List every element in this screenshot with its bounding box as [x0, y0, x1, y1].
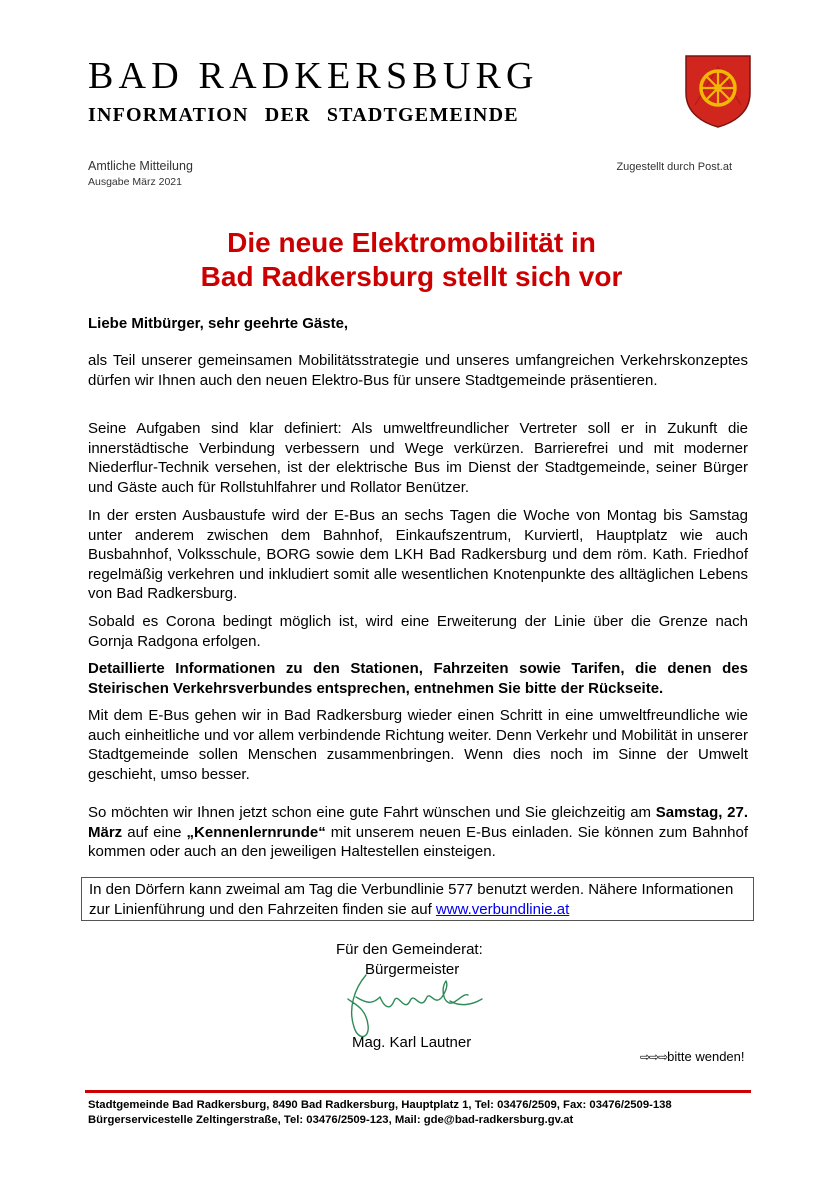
footer-line-1: Stadtgemeinde Bad Radkersburg, 8490 Bad Radkersburg, Hauptplatz 1, Tel: 03476/2509, Fax: 03476/2509-138: [88, 1099, 672, 1111]
paragraph-environment: Mit dem E-Bus gehen wir in Bad Radkersburg wieder einen Schritt in eine umweltfreundliche wie auch einheitliche und vor allem verbindende Richtung weiter. Denn Verkehr und Mobilität in unserer Stadtgemeinde sollen Menschen zusammenbringen. Wenn dies noch im Sinne der Umwelt geschieht, umso besser.: [88, 707, 748, 783]
publication-label: Amtliche Mitteilung: [88, 159, 193, 173]
paragraph-intro: als Teil unserer gemeinsamen Mobilitätsstrategie und unseres umfangreichen Verkehrskonzeptes dürfen wir Ihnen auch den neuen Elektro-Bus für unsere Stadtgemeinde präsentieren.: [88, 352, 748, 389]
regional-bus-notice: [81, 877, 754, 921]
paragraph-invitation: [88, 803, 748, 862]
publication-edition: Ausgabe März 2021: [88, 176, 182, 188]
publication-meta: [88, 158, 193, 189]
invitation-event: „Kennenlernrunde“: [186, 823, 326, 841]
turn-page-hint: [640, 1049, 745, 1064]
paragraph-expansion: Sobald es Corona bedingt möglich ist, wird eine Erweiterung der Linie über die Grenze nach Gornja Radgona erfolgen.: [88, 613, 748, 650]
invitation-text-b: auf eine: [122, 823, 187, 841]
headline: [88, 226, 735, 294]
salutation: Liebe Mitbürger, sehr geehrte Gäste,: [88, 315, 349, 332]
signature-council: Für den Gemeinderat:: [336, 941, 483, 958]
signature-name: Mag. Karl Lautner: [352, 1034, 472, 1051]
turn-page-text: bitte wenden!: [667, 1049, 745, 1064]
town-crest-logo: [683, 53, 753, 129]
masthead-title: BAD RADKERSBURG: [88, 55, 539, 97]
arrow-right-icon: ⇨⇨⇨: [640, 1050, 668, 1064]
footer-divider: [85, 1090, 751, 1093]
headline-line-2: Bad Radkersburg stellt sich vor: [200, 261, 623, 292]
signature-title: Bürgermeister: [365, 961, 460, 978]
invitation-text-c: mit unserem neuen E-Bus einladen. Sie können zum Bahnhof kommen oder auch an den jeweiligen Haltestellen einsteigen.: [88, 823, 749, 860]
headline-line-1: Die neue Elektromobilität in: [227, 227, 596, 258]
masthead-subtitle: INFORMATION DER STADTGEMEINDE: [88, 104, 519, 126]
invitation-text-a: So möchten wir Ihnen jetzt schon eine gute Fahrt wünschen und Sie gleichzeitig am: [88, 804, 656, 821]
footer-contact: [88, 1098, 672, 1128]
verbundlinie-link[interactable]: www.verbundlinie.at: [435, 900, 570, 918]
paragraph-tasks: Seine Aufgaben sind klar definiert: Als umweltfreundlicher Vertreter soll er in Zukunft die innerstädtische Verbindung verbessern und Wege verkürzen. Barrierefrei und mit moderner Niederflur-Technik versehen, ist der elektrische Bus im Dienst der Stadtgemeinde, seiner Bürger und Gäste auch für Rollstuhlfahrer und Rollator Benützer.: [88, 420, 748, 496]
invitation-date: Samstag, 27. März: [88, 804, 748, 841]
delivery-note: Zugestellt durch Post.at: [616, 161, 732, 173]
paragraph-route: In der ersten Ausbaustufe wird der E-Bus an sechs Tagen die Woche von Montag bis Samstag unter anderem zwischen dem Bahnhof, Einkaufszentrum, Kurviertl, Hauptplatz wie auch Busbahnhof, Volksschule, BORG sowie dem LKH Bad Radkersburg und dem röm. Kath. Friedhof regelmäßig verkehren und inkludiert somit alle wesentlichen Knotenpunkte des alltäglichen Lebens von Bad Radkersburg.: [88, 507, 748, 602]
footer-line-2: Bürgerservicestelle Zeltingerstraße, Tel: 03476/2509-123, Mail: gde@bad-radkersburg.gv.at: [88, 1114, 574, 1126]
notice-text: In den Dörfern kann zweimal am Tag die Verbundlinie 577 benutzt werden. Nähere Informationen zur Linienführung und den Fahrzeiten finden sie auf: [89, 881, 734, 918]
paragraph-details-notice: Detaillierte Informationen zu den Stationen, Fahrzeiten sowie Tarifen, die denen des Steirischen Verkehrsverbundes entsprechen, entnehmen Sie bitte der Rückseite.: [88, 660, 748, 697]
